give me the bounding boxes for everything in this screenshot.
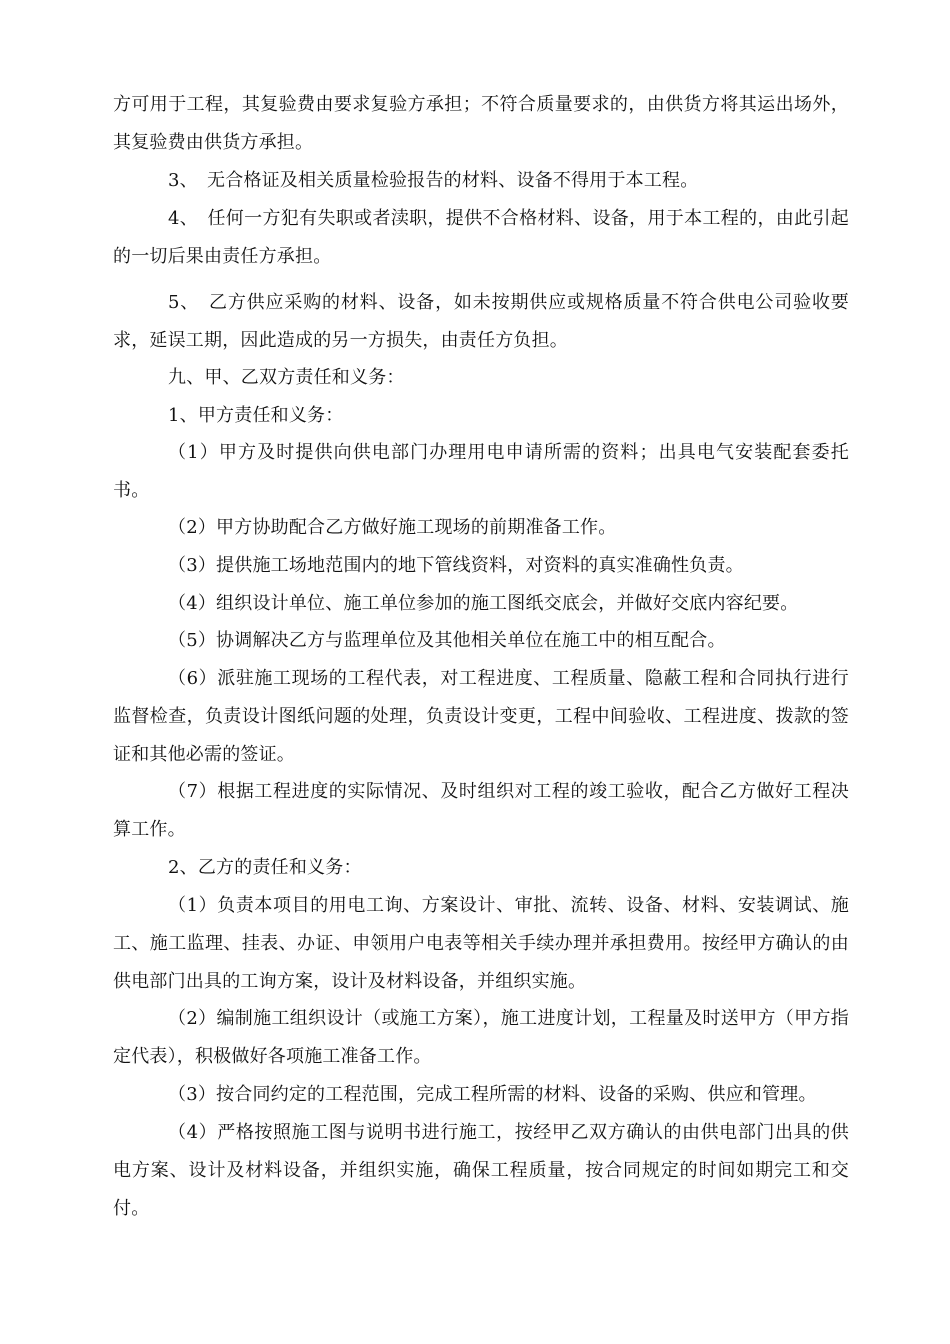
party-a-item-1: （1）甲方及时提供向供电部门办理用电申请所需的资料；出具电气安装配套委托书。 bbox=[113, 442, 849, 501]
party-a-item-3: （3）提供施工场地范围内的地下管线资料，对资料的真实准确性负责。 bbox=[168, 555, 744, 576]
party-a-item-2: （2）甲方协助配合乙方做好施工现场的前期准备工作。 bbox=[168, 517, 617, 538]
party-b-item-3: （3）按合同约定的工程范围，完成工程所需的材料、设备的采购、供应和管理。 bbox=[168, 1084, 817, 1105]
section-heading-9: 九、甲、乙双方责任和义务： bbox=[168, 367, 405, 388]
party-b-item-2: （2）编制施工组织设计（或施工方案），施工进度计划，工程量及时送甲方（甲方指定代表），积极做好各项施工准备工作。 bbox=[113, 1008, 849, 1067]
party-a-item-7: （7）根据工程进度的实际情况、及时组织对工程的竣工验收，配合乙方做好工程决算工作。 bbox=[113, 781, 849, 840]
paragraph-clause-3: 3、 无合格证及相关质量检验报告的材料、设备不得用于本工程。 bbox=[168, 170, 699, 191]
paragraph-clause-4: 4、 任何一方犯有失职或者渎职，提供不合格材料、设备，用于本工程的，由此引起的一切后果由责任方承担。 bbox=[113, 208, 849, 267]
paragraph-clause-5: 5、 乙方供应采购的材料、设备，如未按期供应或规格质量不符合供电公司验收要求，延误工期，因此造成的另一方损失，由责任方负担。 bbox=[113, 292, 849, 351]
party-a-item-4: （4）组织设计单位、施工单位参加的施工图纸交底会，并做好交底内容纪要。 bbox=[168, 593, 799, 614]
party-a-item-5: （5）协调解决乙方与监理单位及其他相关单位在施工中的相互配合。 bbox=[168, 630, 726, 651]
party-a-item-6: （6）派驻施工现场的工程代表，对工程进度、工程质量、隐蔽工程和合同执行进行监督检查，负责设计图纸问题的处理，负责设计变更，工程中间验收、工程进度、拨款的签证和其他必需的签证。 bbox=[113, 668, 849, 765]
paragraph-continuation: 方可用于工程，其复验费由要求复验方承担；不符合质量要求的，由供货方将其运出场外，其复验费由供货方承担。 bbox=[113, 94, 849, 153]
party-b-item-1: （1）负责本项目的用电工询、方案设计、审批、流转、设备、材料、安装调试、施工、施工监理、挂表、办证、申领用户电表等相关手续办理并承担费用。按经甲方确认的由供电部门出具的工询方案，设计及材料设备，并组织实施。 bbox=[113, 895, 849, 992]
party-b-item-4: （4）严格按照施工图与说明书进行施工，按经甲乙双方确认的由供电部门出具的供电方案、设计及材料设备，并组织实施，确保工程质量，按合同规定的时间如期完工和交付。 bbox=[113, 1122, 849, 1219]
subheading-party-b: 2、乙方的责任和义务： bbox=[168, 857, 362, 878]
subheading-party-a: 1、甲方责任和义务： bbox=[168, 405, 344, 426]
